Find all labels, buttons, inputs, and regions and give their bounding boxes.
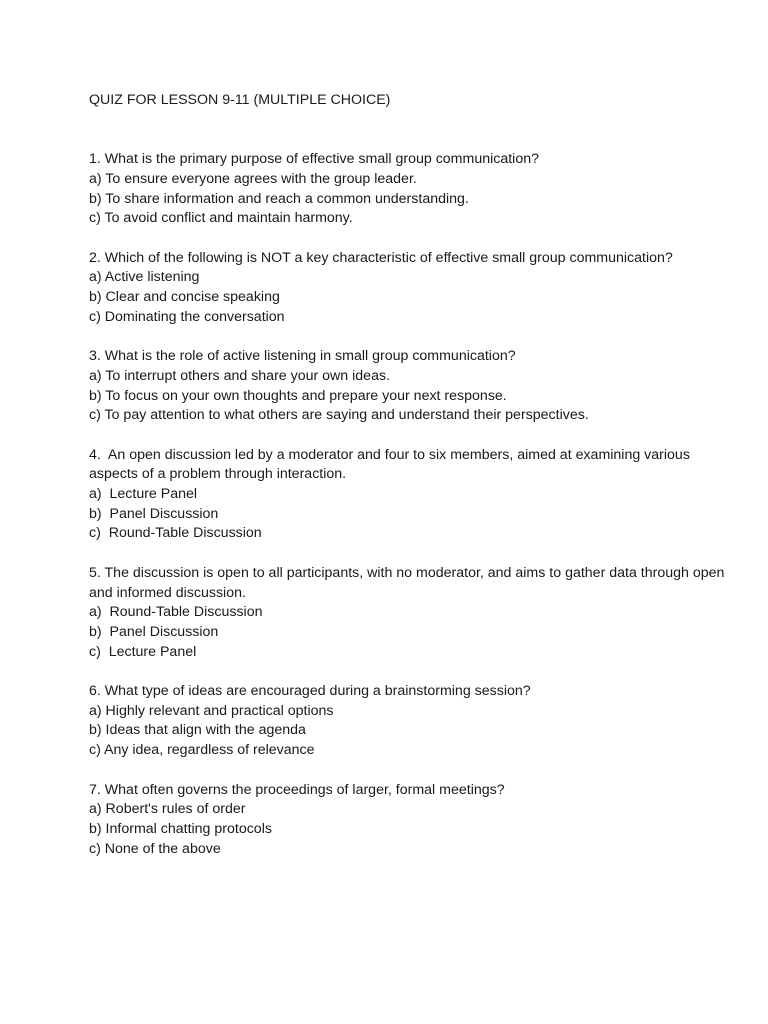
question-text: 1. What is the primary purpose of effective small group communication? <box>89 151 540 168</box>
option-b: b) Panel Discussion <box>89 623 219 640</box>
option-c: c) Any idea, regardless of relevance <box>89 742 315 759</box>
option-a: a) Active listening <box>89 269 200 286</box>
question-5 <box>89 564 729 663</box>
option-a: a) Highly relevant and practical options <box>89 702 334 719</box>
option-b: b) To share information and reach a common understanding. <box>89 190 469 207</box>
option-c: c) To avoid conflict and maintain harmony. <box>89 210 353 227</box>
question-4 <box>89 446 729 545</box>
option-b: b) To focus on your own thoughts and prepare your next response. <box>89 387 507 404</box>
question-text: 3. What is the role of active listening in small group communication? <box>89 348 516 365</box>
question-1 <box>89 150 729 229</box>
option-c: c) Dominating the conversation <box>89 308 285 325</box>
quiz-document <box>89 91 729 879</box>
option-b: b) Clear and concise speaking <box>89 289 280 305</box>
option-c: c) Lecture Panel <box>89 643 197 660</box>
option-b: b) Informal chatting protocols <box>89 820 272 837</box>
question-7 <box>89 781 729 860</box>
question-6 <box>89 682 729 761</box>
question-2 <box>89 249 729 328</box>
option-b: b) Ideas that align with the agenda <box>89 722 306 739</box>
option-a: a) Lecture Panel <box>89 486 198 502</box>
option-c: c) None of the above <box>89 840 221 857</box>
option-a: a) Round-Table Discussion <box>89 604 263 621</box>
question-text: 4. An open discussion led by a moderator and four to six members, aimed at examining various aspects of a problem through interaction. <box>89 446 694 483</box>
option-a: a) To interrupt others and share your own ideas. <box>89 367 390 384</box>
question-text: 2. Which of the following is NOT a key characteristic of effective small group communication? <box>89 249 673 266</box>
option-a: a) To ensure everyone agrees with the group leader. <box>89 170 417 187</box>
question-3 <box>89 347 729 426</box>
title-spacer <box>89 111 729 150</box>
option-b: b) Panel Discussion <box>89 505 219 522</box>
question-text: 6. What type of ideas are encouraged during a brainstorming session? <box>89 683 531 699</box>
option-c: c) To pay attention to what others are saying and understand their perspectives. <box>89 407 589 424</box>
question-text: 5. The discussion is open to all participants, with no moderator, and aims to gather data through open and informed discussion. <box>89 564 729 601</box>
option-c: c) Round-Table Discussion <box>89 525 262 542</box>
question-text: 7. What often governs the proceedings of larger, formal meetings? <box>89 781 505 798</box>
page-title: QUIZ FOR LESSON 9-11 (MULTIPLE CHOICE) <box>89 92 391 108</box>
option-a: a) Robert's rules of order <box>89 801 246 818</box>
